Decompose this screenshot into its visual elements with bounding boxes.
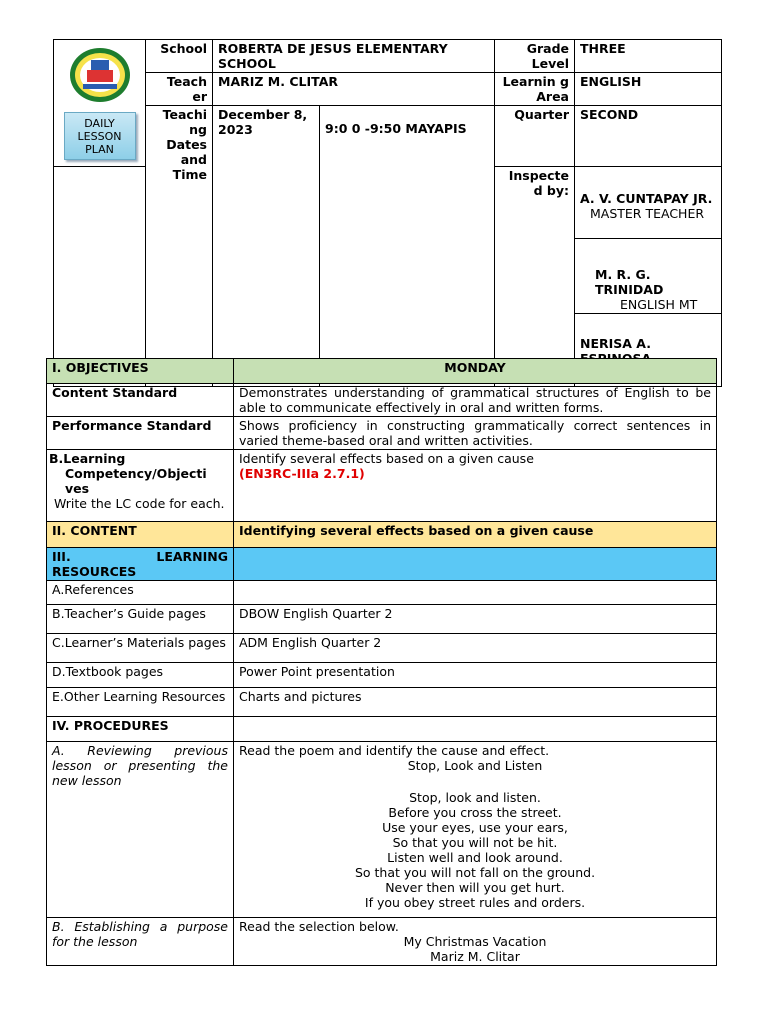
logo-cell	[54, 40, 146, 167]
teaching-date-value: December 8, 2023	[213, 106, 320, 387]
competency-value: Identify several effects based on a given cause	[239, 451, 534, 466]
poem-line: If you obey street rules and orders.	[364, 895, 586, 910]
inspector-name: NERISA A. ESPINOSA	[580, 336, 652, 366]
content-standard-label: Content Standard	[47, 384, 234, 417]
poem-line: So that you will not fall on the ground.	[354, 865, 596, 880]
teachers-guide-value: DBOW English Quarter 2	[234, 605, 717, 634]
teacher-label: Teach er	[146, 73, 213, 106]
performance-standard-label: Performance Standard	[47, 417, 234, 450]
poem-line: Use your eyes, use your ears,	[382, 820, 568, 835]
inspector-role: ENGLISH MT	[620, 297, 698, 312]
learners-materials-value: ADM English Quarter 2	[234, 634, 717, 663]
procedure-a-content	[234, 742, 717, 918]
learning-area-value: ENGLISH	[575, 73, 722, 106]
header-table	[53, 39, 722, 387]
quarter-value: SECOND	[575, 106, 722, 167]
quarter-label: Quarter	[495, 106, 575, 167]
inspector-name: M. R. G. TRINIDAD	[595, 267, 664, 297]
procedures-heading: IV. PROCEDURES	[47, 717, 234, 742]
content-value: Identifying several effects based on a given cause	[234, 522, 717, 548]
procedure-b-intro: Read the selection below.	[239, 919, 399, 934]
competency-value-cell	[234, 450, 717, 522]
inspector-role: PRINCIPAL IV	[608, 366, 689, 381]
resources-heading: III. LEARNING RESOURCES	[47, 548, 234, 581]
competency-label	[47, 450, 234, 522]
performance-standard-value: Shows proficiency in constructing grammatically correct sentences in varied theme-based oral and written activities.	[234, 417, 717, 450]
other-resources-label: E.Other Learning Resources	[47, 688, 234, 717]
teachers-guide-label: B.Teacher’s Guide pages	[47, 605, 234, 634]
school-label: School	[146, 40, 213, 73]
teacher-value: MARIZ M. CLITAR	[213, 73, 495, 106]
poem-line: So that you will not be hit.	[392, 835, 558, 850]
teaching-dates-label: Teachi ng Dates and Time	[146, 106, 213, 387]
school-seal-icon	[69, 46, 131, 104]
poem-line: Before you cross the street.	[388, 805, 562, 820]
poem-title: Stop, Look and Listen	[407, 758, 543, 773]
inspector-role: MASTER TEACHER	[590, 206, 705, 221]
procedure-b-label: B. Establishing a purpose for the lesson	[47, 918, 234, 966]
competency-code: (EN3RC-IIIa 2.7.1)	[239, 466, 365, 481]
inspector-2	[575, 239, 722, 314]
daily-lesson-plan-badge: DAILY LESSON PLAN	[64, 112, 136, 160]
competency-note: Write the LC code for each.	[54, 496, 225, 511]
day-heading: MONDAY	[234, 359, 717, 384]
procedure-a-label: A. Reviewing previous lesson or presenting the new lesson	[47, 742, 234, 918]
grade-value: THREE	[575, 40, 722, 73]
learning-area-label: Learnin g Area	[495, 73, 575, 106]
selection-author: Mariz M. Clitar	[430, 949, 520, 964]
references-label: A.References	[47, 581, 234, 605]
lesson-table	[46, 358, 717, 966]
inspector-1	[575, 167, 722, 239]
inspector-name: A. V. CUNTAPAY JR.	[580, 191, 713, 206]
competency-label-1: B.Learning	[49, 451, 126, 466]
textbook-value: Power Point presentation	[234, 663, 717, 688]
school-value: ROBERTA DE JESUS ELEMENTARY SCHOOL	[213, 40, 495, 73]
textbook-label: D.Textbook pages	[47, 663, 234, 688]
grade-label: Grade Level	[495, 40, 575, 73]
poem-line: Listen well and look around.	[387, 850, 563, 865]
content-heading: II. CONTENT	[47, 522, 234, 548]
poem-line: Stop, look and listen.	[409, 790, 541, 805]
teaching-time-value: 9:0 0 -9:50 MAYAPIS	[320, 106, 495, 387]
procedure-a-intro: Read the poem and identify the cause and effect.	[239, 743, 550, 758]
content-standard-value: Demonstrates understanding of grammatical structures of English to be able to communicate effectively in oral and written forms.	[234, 384, 717, 417]
poem-line: Never then will you get hurt.	[385, 880, 565, 895]
inspected-by-label: Inspecte d by:	[495, 167, 575, 387]
selection-title: My Christmas Vacation	[403, 934, 547, 949]
learners-materials-label: C.Learner’s Materials pages	[47, 634, 234, 663]
procedure-b-content	[234, 918, 717, 966]
other-resources-value: Charts and pictures	[234, 688, 717, 717]
competency-label-2: Competency/Objecti ves	[65, 466, 207, 496]
objectives-heading: I. OBJECTIVES	[47, 359, 234, 384]
